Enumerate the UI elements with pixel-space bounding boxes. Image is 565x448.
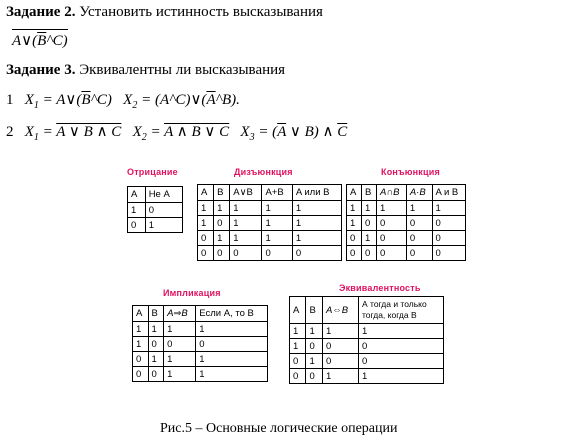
implication-cell: 0 — [164, 337, 196, 352]
conjunction-header: A∩B — [377, 185, 407, 201]
task2-formula: $A\vee(\overline{B}\^{}C)$ — [12, 29, 68, 50]
equivalence-cell: 0 — [359, 354, 444, 369]
implication-cell: 1 — [196, 322, 268, 337]
disjunction-header: A — [198, 185, 214, 201]
implication-cell: 0 — [148, 337, 164, 352]
implication-cell: 0 — [196, 337, 268, 352]
conjunction-header: A — [347, 185, 362, 201]
equivalence-cell: 0 — [290, 369, 306, 384]
conjunction-cell: 0 — [377, 216, 407, 231]
negation-header: A — [128, 187, 146, 203]
equivalence-cell: 1 — [306, 324, 322, 339]
conjunction-cell: 0 — [362, 246, 377, 261]
disjunction-cell: 1 — [230, 216, 262, 231]
task2-line — [6, 4, 323, 21]
disjunction-cell: 1 — [230, 231, 262, 246]
disjunction-header: B — [214, 185, 230, 201]
negation-cell: 1 — [145, 218, 182, 233]
disjunction-cell: 1 — [262, 216, 292, 231]
disjunction-cell: 0 — [198, 231, 214, 246]
equivalence-header: А тогда и только тогда, когда В — [359, 297, 444, 324]
implication-cell: 1 — [148, 352, 164, 367]
disjunction-cell: 0 — [214, 216, 230, 231]
implication-cell: 1 — [196, 352, 268, 367]
equivalence-table — [289, 296, 444, 384]
implication-cell: 0 — [148, 367, 164, 382]
conjunction-cell: 0 — [406, 231, 432, 246]
conjunction-cell: 0 — [362, 216, 377, 231]
task3-text: Эквивалентны ли высказывания — [79, 62, 286, 78]
conjunction-cell: 0 — [347, 231, 362, 246]
row2-x2: $X_2 = A$ ∧ B ∨ C — [132, 124, 230, 143]
equivalence-cell: 0 — [322, 339, 358, 354]
disjunction-cell: 1 — [262, 201, 292, 216]
conjunction-header: A и B — [432, 185, 465, 201]
equivalence-cell: 1 — [290, 324, 306, 339]
equivalence-cell: 0 — [306, 369, 322, 384]
implication-cell: 1 — [148, 322, 164, 337]
conjunction-cell: 0 — [377, 246, 407, 261]
equivalence-cell: 0 — [290, 354, 306, 369]
disjunction-cell: 1 — [214, 201, 230, 216]
conjunction-cell: 0 — [432, 216, 465, 231]
negation-cell: 0 — [145, 203, 182, 218]
row2-x3: $X_3 = (\overline{A}$ ∨ B) ∧ $\overline{C}$ — [240, 124, 348, 143]
disjunction-header: A или B — [292, 185, 341, 201]
implication-table — [132, 305, 268, 382]
conjunction-cell: 0 — [377, 231, 407, 246]
implication-header: A⇒B — [164, 306, 196, 322]
conjunction-table — [346, 184, 466, 261]
conjunction-cell: 0 — [406, 216, 432, 231]
negation-header: Не А — [145, 187, 182, 203]
equivalence-header: B — [306, 297, 322, 324]
implication-cell: 1 — [164, 367, 196, 382]
disjunction-cell: 0 — [214, 246, 230, 261]
conjunction-cell: 1 — [347, 201, 362, 216]
implication-cell: 1 — [196, 367, 268, 382]
conjunction-cell: 1 — [432, 201, 465, 216]
row1-x1: $X_1$ = $A\vee(\overline{B}\^{}C)$ — [24, 92, 112, 111]
conjunction-cell: 1 — [406, 201, 432, 216]
conjunction-header: A·B — [406, 185, 432, 201]
equivalence-cell: 1 — [359, 369, 444, 384]
equivalence-cell: 1 — [290, 339, 306, 354]
disjunction-cell: 1 — [262, 231, 292, 246]
negation-title: Отрицание — [127, 167, 178, 177]
conjunction-cell: 1 — [362, 201, 377, 216]
equivalence-cell: 1 — [359, 324, 444, 339]
disjunction-cell: 1 — [198, 216, 214, 231]
implication-header: A — [133, 306, 149, 322]
negation-cell: 1 — [128, 203, 146, 218]
row1-x2: $X_2$ = $(A\^{}C)\vee(\overline{A}\^{}B)$. — [123, 92, 240, 111]
disjunction-cell: 1 — [198, 201, 214, 216]
implication-cell: 0 — [133, 352, 149, 367]
figure-caption: Рис.5 – Основные логические операции — [160, 421, 398, 436]
disjunction-cell: 1 — [292, 231, 341, 246]
implication-cell: 1 — [164, 322, 196, 337]
disjunction-header: A+B — [262, 185, 292, 201]
negation-cell: 0 — [128, 218, 146, 233]
task3-row1 — [6, 90, 240, 111]
disjunction-cell: 0 — [262, 246, 292, 261]
equivalence-title: Эквивалентность — [339, 283, 421, 293]
disjunction-header: A∨B — [230, 185, 262, 201]
task3-label: Задание 3. — [6, 62, 76, 78]
implication-cell: 1 — [133, 337, 149, 352]
equivalence-header: A — [290, 297, 306, 324]
equivalence-cell: 0 — [359, 339, 444, 354]
task2-label: Задание 2. — [6, 4, 76, 20]
conjunction-cell: 1 — [362, 231, 377, 246]
disjunction-cell: 0 — [198, 246, 214, 261]
equivalence-cell: 0 — [306, 339, 322, 354]
equivalence-cell: 1 — [306, 354, 322, 369]
conjunction-cell: 0 — [406, 246, 432, 261]
implication-cell: 1 — [133, 322, 149, 337]
row2-x1: $X_1 = A$ ∨ B ∧ C — [24, 124, 122, 143]
disjunction-cell: 0 — [230, 246, 262, 261]
equivalence-cell: 1 — [322, 324, 358, 339]
conjunction-title: Конъюнкция — [381, 167, 440, 177]
negation-table — [127, 186, 183, 233]
conjunction-cell: 0 — [432, 246, 465, 261]
task2-text: Установить истинность высказывания — [79, 4, 323, 20]
task3-line — [6, 62, 285, 79]
conjunction-header: B — [362, 185, 377, 201]
row1-number: 1 — [6, 92, 14, 108]
disjunction-table — [197, 184, 342, 261]
conjunction-cell: 0 — [347, 246, 362, 261]
implication-header: B — [148, 306, 164, 322]
implication-cell: 1 — [164, 352, 196, 367]
implication-cell: 0 — [133, 367, 149, 382]
implication-header: Если А, то В — [196, 306, 268, 322]
conjunction-cell: 0 — [432, 231, 465, 246]
implication-title: Импликация — [163, 288, 221, 298]
equivalence-header: A⇔B — [322, 297, 358, 324]
conjunction-cell: 1 — [377, 201, 407, 216]
equivalence-cell: 0 — [322, 354, 358, 369]
disjunction-cell: 1 — [214, 231, 230, 246]
disjunction-title: Дизъюнкция — [234, 167, 293, 177]
disjunction-cell: 0 — [292, 246, 341, 261]
conjunction-cell: 1 — [347, 216, 362, 231]
disjunction-cell: 1 — [292, 201, 341, 216]
disjunction-cell: 1 — [230, 201, 262, 216]
equivalence-cell: 1 — [322, 369, 358, 384]
row2-number: 2 — [6, 124, 14, 140]
disjunction-cell: 1 — [292, 216, 341, 231]
task3-row2 — [6, 122, 347, 143]
